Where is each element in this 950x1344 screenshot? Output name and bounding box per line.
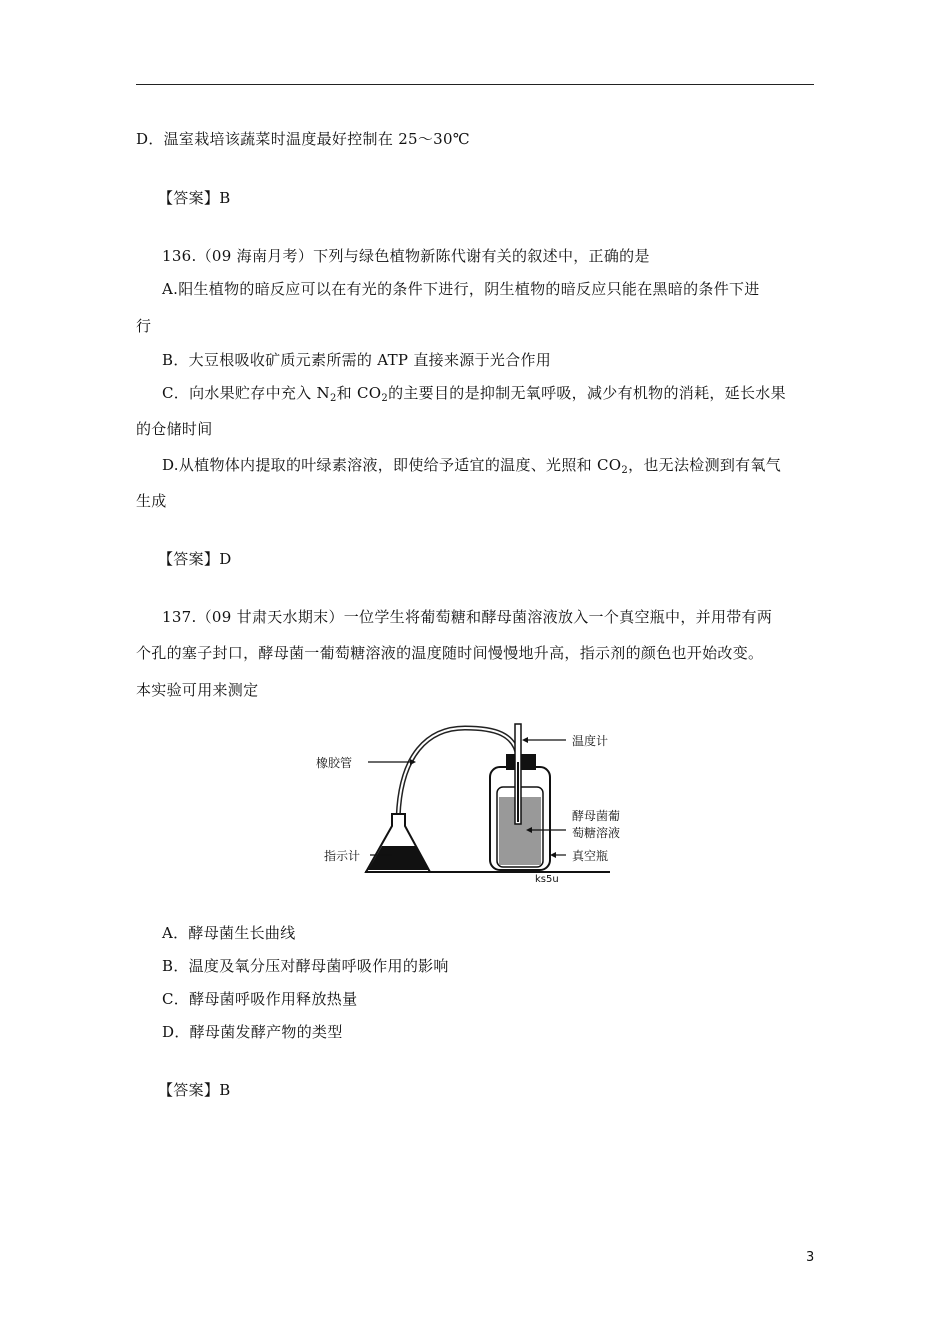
label-thermometer: 温度计 bbox=[572, 734, 609, 748]
q135-answer: 【答案】B bbox=[158, 189, 231, 207]
q137-stem-line3: 本实验可用来测定 bbox=[136, 681, 259, 699]
page-number: 3 bbox=[806, 1250, 815, 1265]
label-indicator: 指示计 bbox=[324, 849, 361, 863]
label-vacuum-bottle: 真空瓶 bbox=[572, 849, 609, 863]
q136-option-a-line2: 行 bbox=[136, 317, 152, 335]
q137-stem-line2: 个孔的塞子封口，酵母菌一葡萄糖溶液的温度随时间慢慢地升高，指示剂的颜色也开始改变。 bbox=[136, 644, 764, 662]
q137-option-a: A．酵母菌生长曲线 bbox=[162, 924, 296, 942]
q136-option-b: B．大豆根吸收矿质元素所需的 ATP 直接来源于光合作用 bbox=[162, 351, 552, 369]
indicator-liquid bbox=[368, 846, 429, 870]
q136-option-c-line2: 的仓储时间 bbox=[136, 420, 213, 438]
label-rubber-tube: 橡胶管 bbox=[316, 756, 353, 770]
watermark: ks5u bbox=[535, 874, 559, 884]
experiment-apparatus-figure bbox=[310, 722, 650, 884]
q137-option-d: D．酵母菌发酵产物的类型 bbox=[162, 1023, 343, 1041]
q136-option-d-line1: D.从植物体内提取的叶绿素溶液，即使给予适宜的温度、光照和 $CO_2$，也无法检测到有氧气 bbox=[162, 456, 782, 476]
q137-stem-line1: 137.（09 甘肃天水期末）一位学生将葡萄糖和酵母菌溶液放入一个真空瓶中，并用带有两 bbox=[162, 608, 773, 626]
q135-option-d: D．温室栽培该蔬菜时温度最好控制在 25～30℃ bbox=[136, 130, 470, 148]
label-solution-line1: 酵母菌葡 bbox=[572, 809, 621, 823]
label-solution-line2: 萄糖溶液 bbox=[572, 826, 621, 840]
q136-option-d-line2: 生成 bbox=[136, 492, 167, 510]
q136-option-c-line1: C．向水果贮存中充入 $N_2$和 $CO_2$的主要目的是抑制无氧呼吸，减少有机物的消耗，延长水果 bbox=[162, 384, 786, 404]
q136-stem: 136.（09 海南月考）下列与绿色植物新陈代谢有关的叙述中，正确的是 bbox=[162, 247, 650, 265]
q137-option-b: B．温度及氧分压对酵母菌呼吸作用的影响 bbox=[162, 957, 449, 975]
q136-option-a-line1: A.阳生植物的暗反应可以在有光的条件下进行，阴生植物的暗反应只能在黑暗的条件下进 bbox=[162, 280, 760, 298]
q137-option-c: C．酵母菌呼吸作用释放热量 bbox=[162, 990, 358, 1008]
header-rule bbox=[136, 84, 814, 85]
q137-answer: 【答案】B bbox=[158, 1081, 231, 1099]
q136-answer: 【答案】D bbox=[158, 550, 232, 568]
